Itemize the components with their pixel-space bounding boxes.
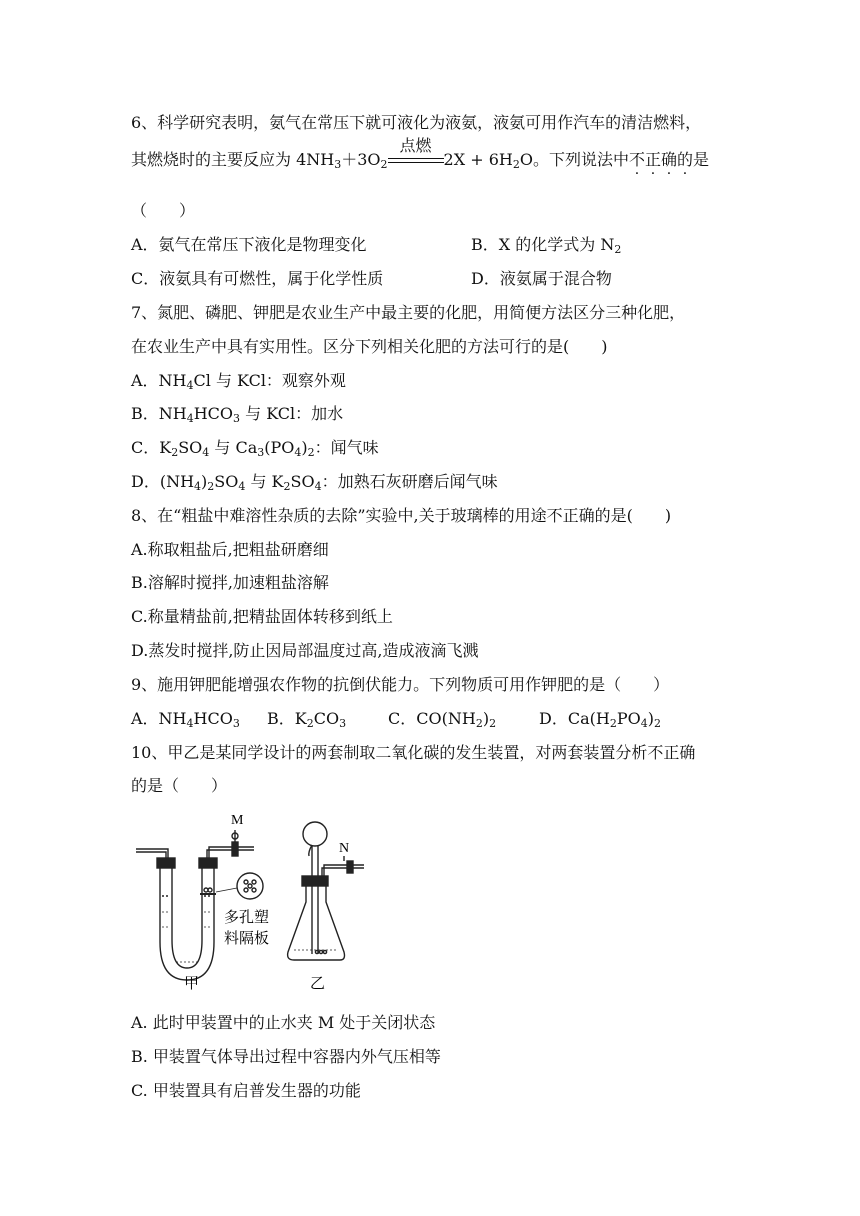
q7-option-d: D．$(NH_4)_2SO_4$ 与 $K_2SO_4$：加熟石灰研磨后闻气味 [131, 472, 498, 493]
q10-option-c: C. 甲装置具有启普发生器的功能 [131, 1081, 361, 1100]
q7-option-b: B．$NH_4HCO_3$ 与 KCl：加水 [131, 404, 344, 425]
q6-option-b: B．X 的化学式为 $N_2$ [471, 235, 622, 256]
q10-option-b: B. 甲装置气体导出过程中容器内外气压相等 [131, 1047, 441, 1066]
q9-option-c: C．$CO(NH_2)_2$ [388, 709, 497, 730]
q7-stem-line1: 7、氮肥、磷肥、钾肥是农业生产中最主要的化肥，用简便方法区分三种化肥， [131, 303, 686, 322]
label-plate-1: 多孔塑 [224, 908, 270, 926]
reaction-arrow [388, 136, 444, 170]
q9-option-a: A．$NH_4HCO_3$ [131, 709, 240, 730]
q6-option-c: C．液氨具有可燃性，属于化学性质 [131, 269, 384, 288]
q6-stem-line2: 其燃烧时的主要反应为 $4NH_3+3O_2$ 点燃 $2X + 6H_2O$。下列说法中不正确的是 [131, 136, 710, 171]
q8-option-b: B.溶解时搅拌,加速粗盐溶解 [131, 573, 329, 592]
q8-option-a: A.称取粗盐后,把粗盐研磨细 [131, 540, 329, 559]
emphasis-dots: 不正确的 [628, 150, 694, 169]
q7-option-c: C．$K_2SO_4$ 与 $Ca_3(PO_4)_2$：闻气味 [131, 438, 379, 459]
q8-option-d: D.蒸发时搅拌,防止因局部温度过高,造成液滴飞溅 [131, 641, 479, 660]
label-n: N [339, 841, 350, 856]
q6-option-d: D．液氨属于混合物 [471, 269, 612, 288]
q7-option-a: A．$NH_4Cl$ 与 KCl：观察外观 [131, 371, 346, 392]
q10-option-a: A. 此时甲装置中的止水夹 M 处于关闭状态 [131, 1013, 436, 1032]
q9-stem: 9、施用钾肥能增强农作物的抗倒伏能力。下列物质可用作钾肥的是（ ） [131, 675, 670, 694]
label-m: M [231, 813, 244, 828]
apparatus-figure [132, 812, 372, 992]
q8-option-c: C.称量精盐前,把精盐固体转移到纸上 [131, 607, 393, 626]
q9-option-b: B．$K_2CO_3$ [267, 709, 347, 730]
label-plate-2: 料隔板 [224, 929, 270, 947]
q6-answer-paren: （ ） [131, 201, 196, 220]
label-jia: 甲 [184, 974, 200, 992]
q8-stem: 8、在“粗盐中难溶性杂质的去除”实验中,关于玻璃棒的用途不正确的是( ) [131, 506, 672, 525]
q6-option-a: A．氨气在常压下液化是物理变化 [131, 235, 367, 254]
reaction-condition: 点燃 [399, 136, 432, 155]
q10-stem-line1: 10、甲乙是某同学设计的两套制取二氧化碳的发生装置，对两套装置分析不正确 [131, 743, 696, 762]
q9-option-d: D．$Ca(H_2PO_4)_2$ [539, 709, 661, 730]
q7-stem-line2: 在农业生产中具有实用性。区分下列相关化肥的方法可行的是( ) [131, 337, 608, 356]
label-yi: 乙 [310, 974, 326, 992]
q10-stem-line2: 的是（ ） [131, 776, 228, 795]
q6-stem-line1: 6、科学研究表明，氨气在常压下就可液化为液氨，液氨可用作汽车的清洁燃料， [131, 113, 702, 132]
